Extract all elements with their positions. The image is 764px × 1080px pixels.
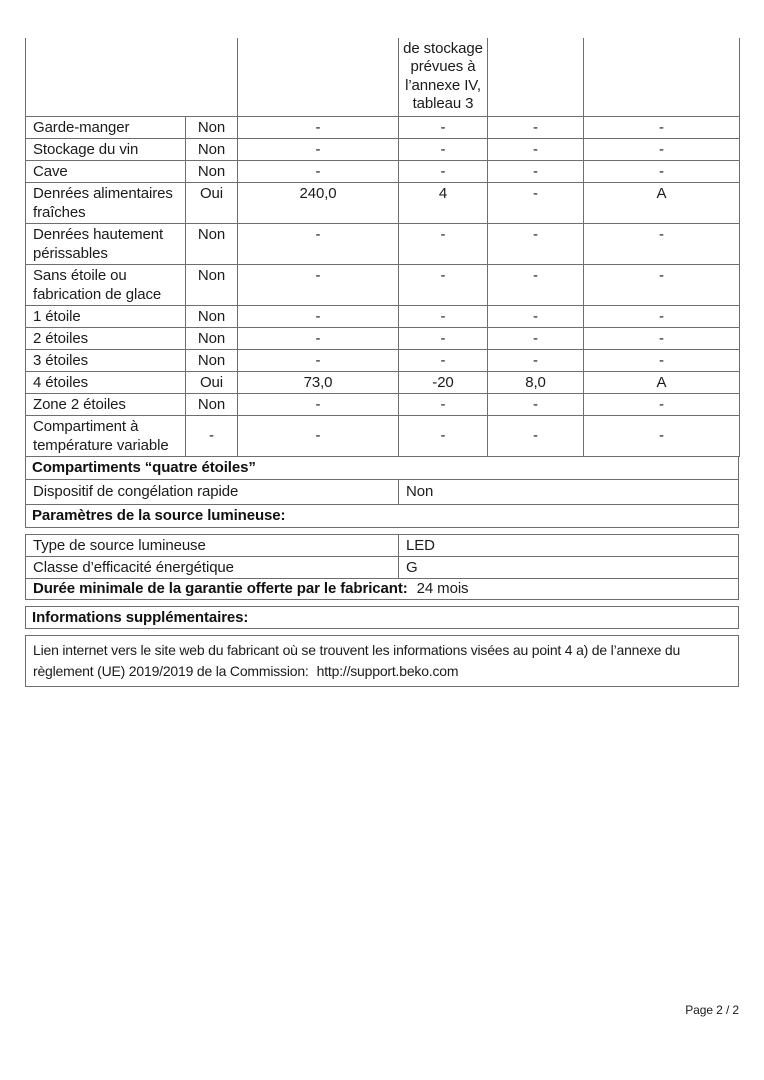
- volume-cell: -: [238, 223, 399, 264]
- row-label-cell: Garde-manger: [26, 116, 186, 138]
- row-label-cell: Cave: [26, 160, 186, 182]
- capacity-cell: -: [488, 349, 584, 371]
- volume-cell: -: [238, 393, 399, 415]
- table-row-denrees-fraiches: [26, 182, 740, 223]
- light-source-type-value: LED: [406, 536, 435, 554]
- present-cell: Oui: [186, 182, 238, 223]
- volume-cell: -: [238, 305, 399, 327]
- capacity-cell: -: [488, 264, 584, 305]
- row-label-cell: Stockage du vin: [26, 138, 186, 160]
- temperature-cell: -: [399, 349, 488, 371]
- table-row-stockage-vin: [26, 138, 740, 160]
- table-row-denrees-perissables: [26, 223, 740, 264]
- section-header-light-source: [25, 504, 739, 528]
- document-page: [25, 38, 739, 687]
- class-cell: -: [584, 393, 740, 415]
- temperature-cell: -: [399, 415, 488, 456]
- header-line: prévues à: [410, 58, 476, 75]
- volume-cell: -: [238, 138, 399, 160]
- warranty-value: 24 mois: [416, 580, 469, 597]
- light-source-class-row: [25, 556, 739, 579]
- table-row-3-etoiles: [26, 349, 740, 371]
- class-cell: -: [584, 223, 740, 264]
- fast-freeze-value: Non: [406, 483, 434, 500]
- table-row-2-etoiles: [26, 327, 740, 349]
- volume-cell: -: [238, 160, 399, 182]
- fast-freeze-row: [25, 479, 739, 505]
- temperature-cell: -: [399, 327, 488, 349]
- present-cell: Non: [186, 138, 238, 160]
- header-empty-cell: [488, 38, 584, 116]
- table-row-sans-etoile: [26, 264, 740, 305]
- capacity-cell: -: [488, 182, 584, 223]
- table-header-row: [26, 38, 740, 116]
- present-cell: Non: [186, 327, 238, 349]
- class-cell: -: [584, 327, 740, 349]
- class-cell: -: [584, 415, 740, 456]
- capacity-cell: 8,0: [488, 371, 584, 393]
- section-header-additional-info: [25, 606, 739, 629]
- temperature-cell: -: [399, 223, 488, 264]
- light-source-type-label: Type de source lumineuse: [26, 535, 399, 556]
- header-line: l’annexe IV,: [405, 76, 481, 94]
- capacity-cell: -: [488, 393, 584, 415]
- temperature-cell: -: [399, 264, 488, 305]
- row-label-cell: 3 étoiles: [26, 349, 186, 371]
- section-title: Compartiments “quatre étoiles”: [32, 459, 256, 476]
- page-number: Page 2 / 2: [685, 1003, 739, 1017]
- header-storage-conditions-cell: [399, 38, 488, 116]
- row-label-cell: Denrées hautement périssables: [26, 223, 186, 264]
- present-cell: Non: [186, 349, 238, 371]
- class-cell: -: [584, 116, 740, 138]
- row-label-cell: 2 étoiles: [26, 327, 186, 349]
- volume-cell: -: [238, 116, 399, 138]
- capacity-cell: -: [488, 305, 584, 327]
- temperature-cell: -: [399, 160, 488, 182]
- temperature-cell: -: [399, 305, 488, 327]
- row-label-cell: Zone 2 étoiles: [26, 393, 186, 415]
- capacity-cell: -: [488, 160, 584, 182]
- table-row-4-etoiles: [26, 371, 740, 393]
- row-label-cell: Sans étoile ou fabrication de glace: [26, 264, 186, 305]
- present-cell: -: [186, 415, 238, 456]
- row-label-cell: 1 étoile: [26, 305, 186, 327]
- temperature-cell: -: [399, 116, 488, 138]
- header-line: tableau 3: [412, 95, 474, 112]
- present-cell: Non: [186, 393, 238, 415]
- capacity-cell: -: [488, 327, 584, 349]
- warranty-label: Durée minimale de la garantie offerte par le fabricant:: [33, 580, 408, 597]
- present-cell: Non: [186, 160, 238, 182]
- light-source-class-value: G: [406, 558, 418, 576]
- light-source-class-label: Classe d’efficacité énergétique: [26, 557, 399, 578]
- compartment-table: [25, 38, 740, 457]
- row-label-cell: 4 étoiles: [26, 371, 186, 393]
- temperature-cell: -20: [399, 371, 488, 393]
- light-source-type-row: [25, 534, 739, 557]
- table-row-garde-manger: [26, 116, 740, 138]
- capacity-cell: -: [488, 116, 584, 138]
- warranty-row: [25, 578, 739, 600]
- class-cell: A: [584, 371, 740, 393]
- volume-cell: 240,0: [238, 182, 399, 223]
- class-cell: -: [584, 305, 740, 327]
- volume-cell: -: [238, 349, 399, 371]
- header-empty-cell: [26, 38, 238, 116]
- volume-cell: 73,0: [238, 371, 399, 393]
- volume-cell: -: [238, 264, 399, 305]
- present-cell: Non: [186, 223, 238, 264]
- capacity-cell: -: [488, 415, 584, 456]
- row-label-cell: Denrées alimentaires fraîches: [26, 182, 186, 223]
- capacity-cell: -: [488, 138, 584, 160]
- temperature-cell: 4: [399, 182, 488, 223]
- header-empty-cell: [584, 38, 740, 116]
- section-title: Informations supplémentaires:: [32, 608, 249, 626]
- class-cell: -: [584, 160, 740, 182]
- class-cell: A: [584, 182, 740, 223]
- header-line: de stockage: [403, 39, 483, 57]
- volume-cell: -: [238, 415, 399, 456]
- class-cell: -: [584, 138, 740, 160]
- section-header-four-star: [25, 456, 739, 480]
- class-cell: -: [584, 264, 740, 305]
- manufacturer-link-url[interactable]: http://support.beko.com: [316, 662, 459, 679]
- present-cell: Non: [186, 264, 238, 305]
- volume-cell: -: [238, 327, 399, 349]
- manufacturer-link-row: [25, 635, 739, 687]
- row-label-cell: Compartiment à température variable: [26, 415, 186, 456]
- table-row-cave: [26, 160, 740, 182]
- present-cell: Non: [186, 116, 238, 138]
- temperature-cell: -: [399, 138, 488, 160]
- table-row-1-etoile: [26, 305, 740, 327]
- section-title: Paramètres de la source lumineuse:: [32, 507, 286, 524]
- present-cell: Oui: [186, 371, 238, 393]
- table-row-zone-2-etoiles: [26, 393, 740, 415]
- fast-freeze-label: Dispositif de congélation rapide: [26, 480, 399, 504]
- header-empty-cell: [238, 38, 399, 116]
- table-row-temperature-variable: [26, 415, 740, 456]
- manufacturer-link-text: Lien internet vers le site web du fabricant où se trouvent les informations visées au point 4 a) de l’annexe du règlement (UE) 2019/2019 de la Commission:: [33, 641, 681, 679]
- class-cell: -: [584, 349, 740, 371]
- temperature-cell: -: [399, 393, 488, 415]
- capacity-cell: -: [488, 223, 584, 264]
- present-cell: Non: [186, 305, 238, 327]
